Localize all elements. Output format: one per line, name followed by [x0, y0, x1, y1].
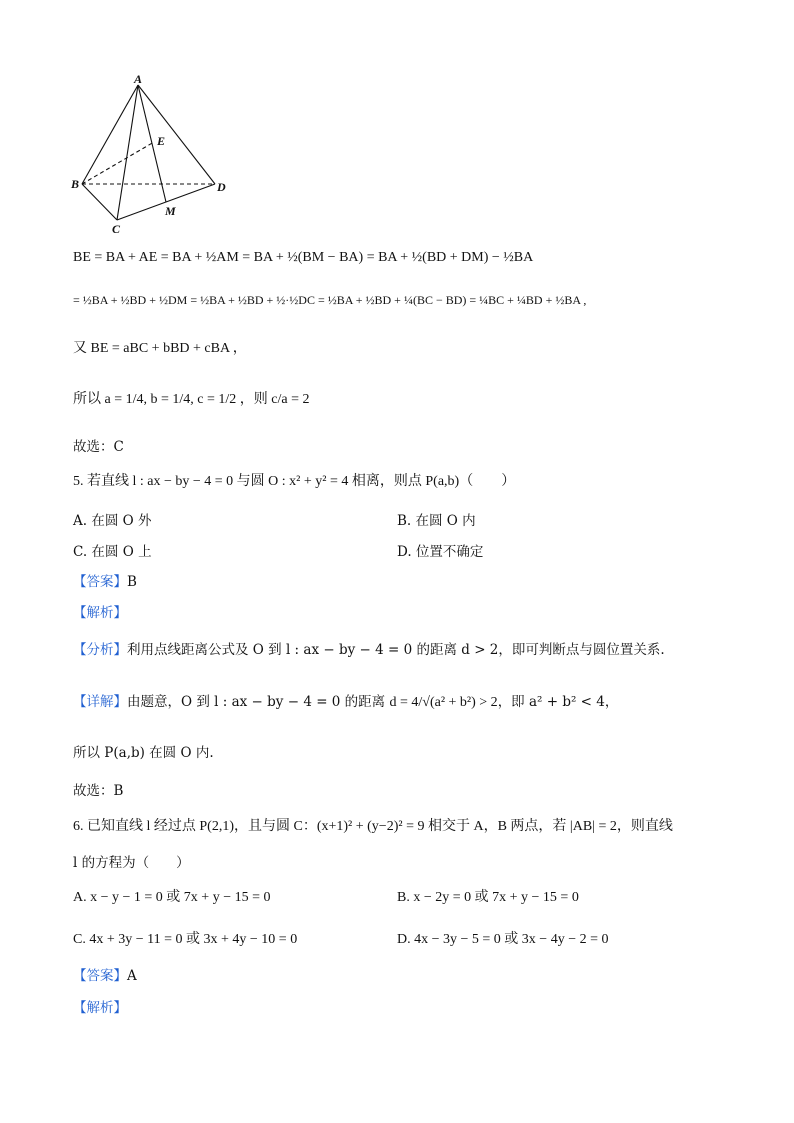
q5-option-b: B. 在圆 O 内	[397, 513, 476, 529]
q6-answer-row	[73, 964, 137, 984]
q5-option-a: A. 在圆 O 外	[73, 513, 152, 529]
vertex-C-label: C	[112, 222, 121, 236]
q4-equation-line-4	[73, 388, 310, 408]
q4-equation-line-1: BE = BA + AE = BA + ½AM = BA + ½(BM − BA) = BA + ½(BD + DM) − ½BA	[73, 250, 534, 265]
edge-AB	[82, 85, 138, 184]
point-E-label: E	[157, 134, 166, 148]
point-M-label: M	[165, 204, 176, 218]
q5-option-d: D. 位置不确定	[397, 544, 484, 560]
q4-eq4-result: c/a = 2	[271, 392, 310, 407]
q4-equation-line-2: = ½BA + ½BD + ½DM = ½BA + ½BD + ½·½DC = ½BA + ½BD + ¼(BC − BD) = ¼BC + ¼BD + ½BA ,	[73, 293, 587, 307]
q6-analysis-tag: 【解析】	[73, 1000, 127, 1016]
tetrahedron-figure	[60, 70, 250, 240]
q4-eq3-prefix: 又	[73, 341, 87, 356]
q6-option-a: A. x − y − 1 = 0 或 7x + y − 15 = 0	[73, 890, 271, 905]
q5-option-c: C. 在圆 O 上	[73, 544, 152, 560]
q6-answer-value: A	[127, 968, 137, 984]
q5-xiangjie-tag: 【详解】	[73, 694, 127, 710]
q5-answer-value: B	[127, 574, 137, 590]
q4-eq4-values: a = 1/4, b = 1/4, c = 1/2	[104, 392, 237, 407]
q4-answer-select: 故选：C	[73, 439, 124, 455]
edge-AC	[117, 85, 138, 220]
q4-eq4-mid: ，则	[239, 392, 268, 407]
q5-xiangjie-text-1: 由题意，O 到 l : ax − by − 4 = 0 的距离	[127, 694, 386, 710]
q6-option-d: D. 4x − 3y − 5 = 0 或 3x − 4y − 2 = 0	[397, 932, 609, 947]
q6-option-c: C. 4x + 3y − 11 = 0 或 3x + 4y − 10 = 0	[73, 932, 298, 947]
q5-xiangjie-text-2: ，即 a² + b² < 4，	[497, 694, 619, 710]
q5-answer-tag: 【答案】	[73, 574, 127, 590]
q5-analysis-tag: 【解析】	[73, 605, 127, 621]
q4-eq4-prefix: 所以	[73, 392, 101, 407]
vertex-D-label: D	[217, 180, 226, 194]
edge-BC	[82, 184, 117, 220]
q5-fenxi-row	[73, 638, 665, 658]
vertex-A-label: A	[134, 72, 143, 86]
edge-BE-dashed	[82, 142, 154, 184]
q5-select: 故选：B	[73, 783, 124, 799]
q5-xiangjie-row	[73, 690, 618, 711]
q5-xiangjie-formula: d = 4/√(a² + b²) > 2	[389, 695, 498, 710]
q6-option-b: B. x − 2y = 0 或 7x + y − 15 = 0	[397, 890, 579, 905]
q6-answer-tag: 【答案】	[73, 968, 127, 984]
vertex-B-label: B	[71, 177, 80, 191]
q5-fenxi-tag: 【分析】	[73, 642, 127, 658]
q4-equation-line-3	[73, 337, 247, 357]
q4-eq3-body: BE = aBC + bBD + cBA ，	[90, 341, 247, 356]
q5-fenxi-text: 利用点线距离公式及 O 到 l : ax − by − 4 = 0 的距离 d > 2，即可判断点与圆位置关系.	[127, 642, 665, 658]
q5-answer-row	[73, 570, 137, 590]
q5-conclusion: 所以 P(a,b) 在圆 O 内.	[73, 745, 214, 761]
q5-stem: 5. 若直线 l : ax − by − 4 = 0 与圆 O : x² + y² = 4 相离，则点 P(a,b)（ ）	[73, 474, 516, 489]
q6-stem-line-1: 6. 已知直线 l 经过点 P(2,1)，且与圆 C：(x+1)² + (y−2)² = 9 相交于 A，B 两点，若 |AB| = 2，则直线	[73, 819, 673, 834]
q6-stem-line-2: l 的方程为（ ）	[73, 855, 190, 871]
